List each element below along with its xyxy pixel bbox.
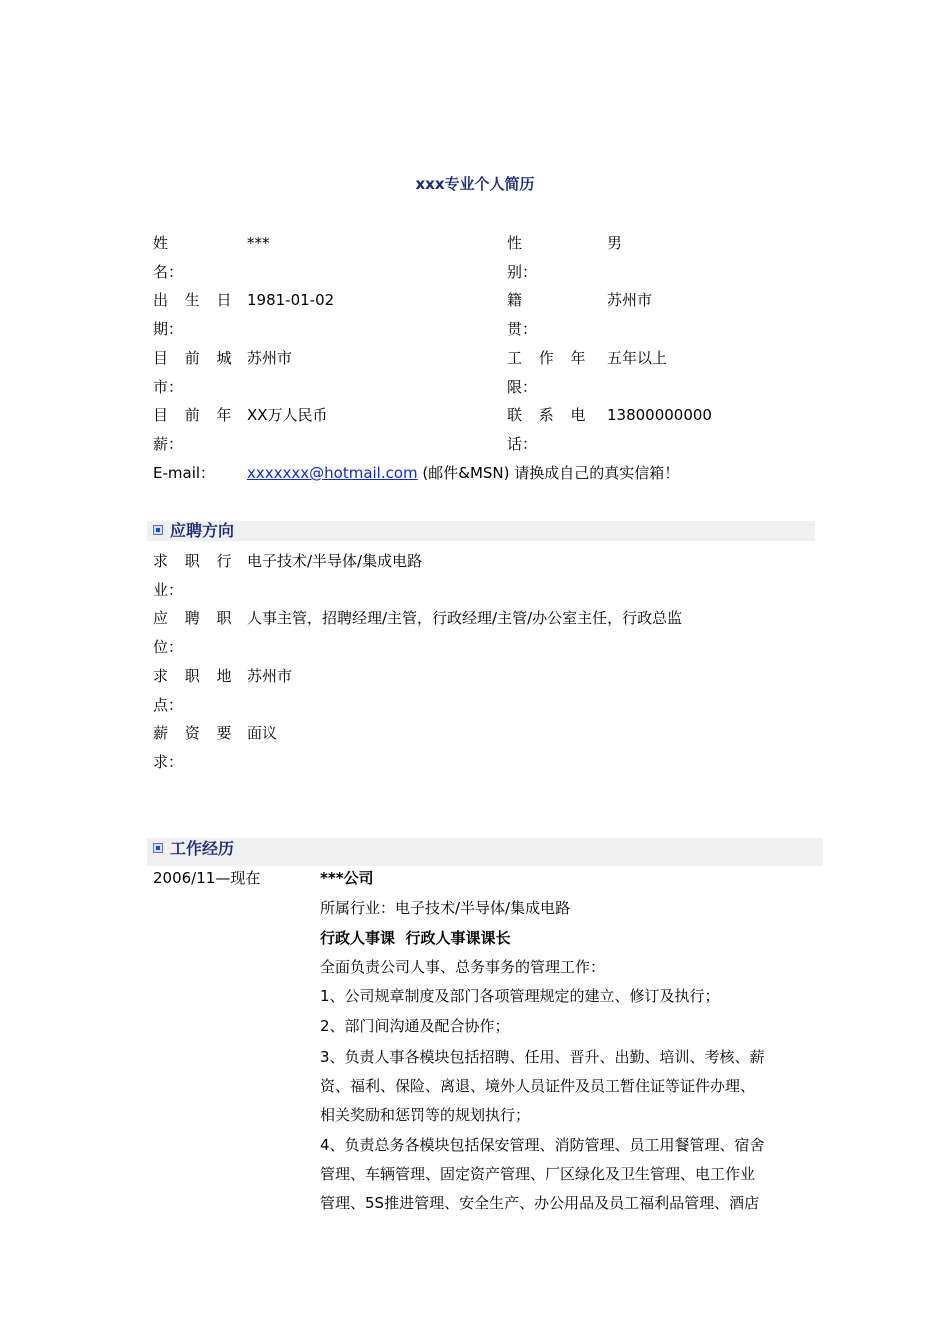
duty-line: 全面负责公司人事、总务事务的管理工作：	[320, 958, 606, 976]
phone-label: 联 系 电	[507, 406, 586, 424]
salary-req-label: 薪 资 要	[153, 724, 232, 742]
years-label: 工 作 年	[507, 349, 586, 367]
gender-label: 性	[507, 234, 523, 252]
salary-req-value: 面议	[247, 724, 278, 742]
duty-line: 相关奖励和惩罚等的规划执行；	[320, 1106, 531, 1124]
section-bullet-icon	[153, 525, 163, 535]
gender-label-cont: 别：	[507, 263, 538, 281]
email-note: (邮件&MSN) 请换成自己的真实信箱！	[417, 464, 680, 482]
position-value: 人事主管，招聘经理/主管，行政经理/主管/办公室主任，行政总监	[247, 609, 683, 627]
location-value: 苏州市	[247, 667, 293, 685]
birth-label: 出 生 日	[153, 291, 232, 309]
email-link[interactable]: xxxxxxx@hotmail.com	[247, 464, 418, 482]
duty-line: 2、部门间沟通及配合协作；	[320, 1017, 510, 1035]
duty-line: 管理、5S推进管理、安全生产、办公用品及员工福利品管理、酒店	[320, 1194, 760, 1212]
name-value: ***	[247, 234, 270, 252]
section-title-intent: 应聘方向	[170, 521, 235, 540]
email-label: E-mail：	[153, 464, 216, 482]
years-value: 五年以上	[607, 349, 668, 367]
birth-label-cont: 期：	[153, 320, 184, 338]
duty-line: 资、福利、保险、离退、境外人员证件及员工暂住证等证件办理、	[320, 1077, 756, 1095]
company-name: ***公司	[320, 869, 374, 887]
years-label-cont: 限：	[507, 378, 538, 396]
email-row	[247, 463, 679, 483]
section-header-intent	[147, 521, 815, 541]
work-period: 2006/11—现在	[153, 869, 261, 887]
duty-line: 1、公司规章制度及部门各项管理规定的建立、修订及执行；	[320, 987, 720, 1005]
phone-value: 13800000000	[607, 406, 712, 424]
position-label-cont: 位：	[153, 638, 184, 656]
native-label: 籍	[507, 291, 523, 309]
location-label-cont: 点：	[153, 696, 184, 714]
industry-value: 电子技术/半导体/集成电路	[247, 552, 423, 570]
job-role: 行政人事课 行政人事课课长	[320, 929, 511, 947]
duty-line: 3、负责人事各模块包括招聘、任用、晋升、出勤、培训、考核、薪	[320, 1048, 765, 1066]
phone-label-cont: 话：	[507, 435, 538, 453]
duty-line: 管理、车辆管理、固定资产管理、厂区绿化及卫生管理、电工作业	[320, 1165, 756, 1183]
salary-req-label-cont: 求：	[153, 753, 184, 771]
name-label-cont: 名：	[153, 263, 184, 281]
gender-value: 男	[607, 234, 623, 252]
native-value: 苏州市	[607, 291, 653, 309]
city-label-cont: 市：	[153, 378, 184, 396]
industry-label: 求 职 行	[153, 552, 232, 570]
duty-line: 4、负责总务各模块包括保安管理、消防管理、员工用餐管理、宿舍	[320, 1136, 765, 1154]
company-industry: 所属行业：电子技术/半导体/集成电路	[320, 899, 571, 917]
location-label: 求 职 地	[153, 667, 232, 685]
industry-label-cont: 业：	[153, 581, 184, 599]
name-label: 姓	[153, 234, 169, 252]
section-bullet-icon	[153, 843, 163, 853]
salary-label-cont: 薪：	[153, 435, 184, 453]
birth-value: 1981-01-02	[247, 291, 335, 309]
section-header-experience	[147, 838, 823, 866]
city-value: 苏州市	[247, 349, 293, 367]
section-title-experience: 工作经历	[170, 839, 235, 858]
salary-value: XX万人民币	[247, 406, 328, 424]
native-label-cont: 贯：	[507, 320, 538, 338]
city-label: 目 前 城	[153, 349, 232, 367]
page-title: xxx专业个人简历	[415, 175, 535, 193]
salary-label: 目 前 年	[153, 406, 232, 424]
position-label: 应 聘 职	[153, 609, 232, 627]
